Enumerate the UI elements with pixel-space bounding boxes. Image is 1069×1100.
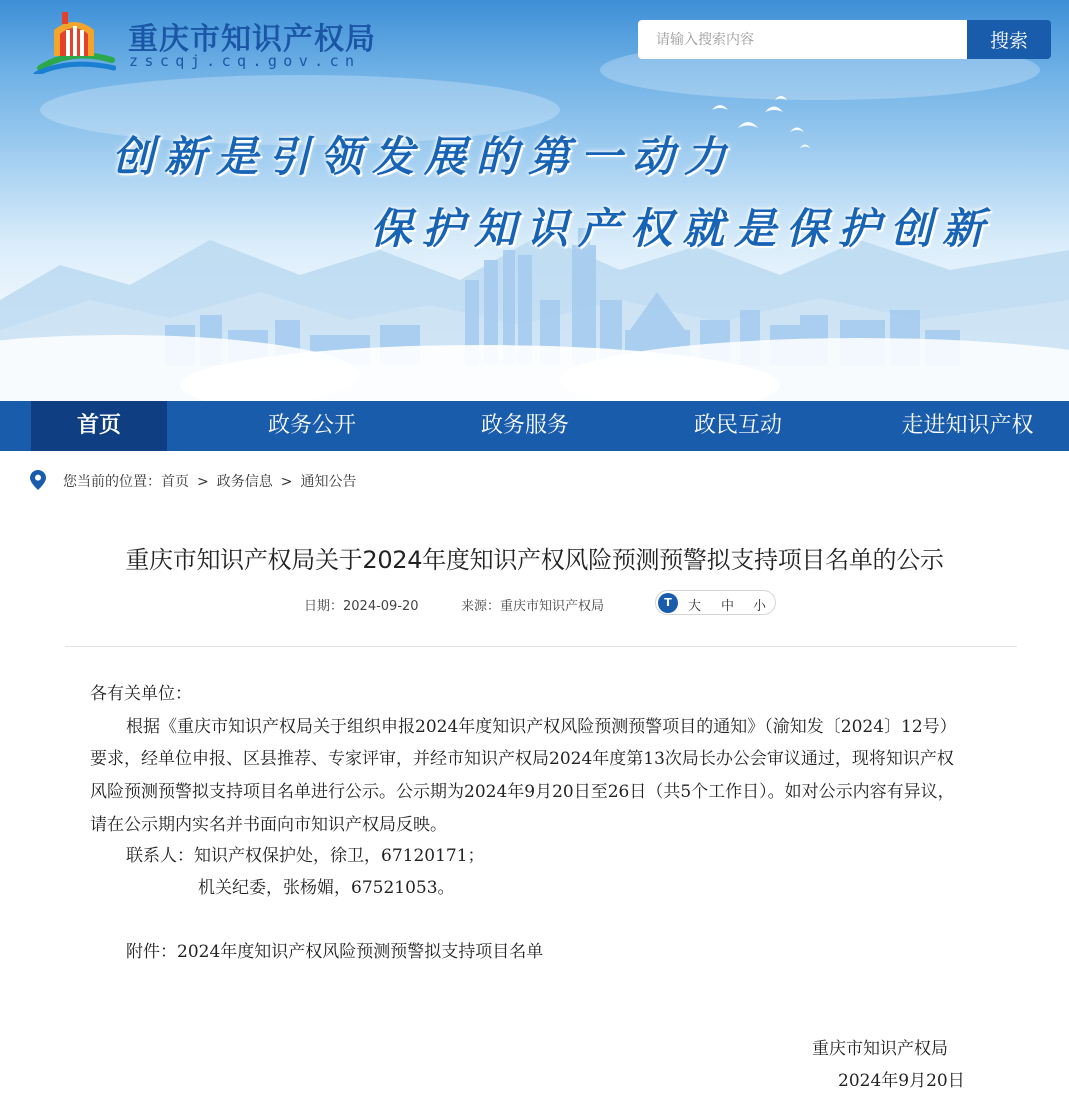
article-paragraph-line: 风险预测预警拟支持项目名单进行公示。公示期为2024年9月20日至26日（共5个工作日）。如对公示内容有异议， bbox=[90, 782, 955, 802]
breadcrumb-prefix: 您当前的位置： bbox=[63, 474, 161, 490]
nav-item-gov-affairs[interactable]: 政务公开 bbox=[267, 413, 356, 438]
font-size-medium-button[interactable]: 中 bbox=[721, 599, 735, 614]
font-size-small-button[interactable]: 小 bbox=[753, 599, 767, 614]
article-contact-2: 机关纪委，张杨媚，67521053。 bbox=[198, 878, 455, 898]
nav-item-home[interactable]: 首页 bbox=[31, 401, 167, 451]
nav-item-about-ip[interactable]: 走进知识产权 bbox=[901, 413, 1034, 438]
article-divider bbox=[65, 646, 1017, 647]
font-size-control bbox=[655, 590, 776, 615]
breadcrumb-home-link[interactable]: 首页 bbox=[161, 474, 189, 490]
breadcrumb-separator: > bbox=[280, 474, 293, 490]
article-paragraph-line: 请在公示期内实名并书面向市知识产权局反映。 bbox=[90, 815, 447, 835]
breadcrumb-gov-info-link[interactable]: 政务信息 bbox=[216, 474, 273, 490]
breadcrumb-notice-link[interactable]: 通知公告 bbox=[300, 474, 357, 490]
article-title: 重庆市知识产权局关于2024年度知识产权风险预测预警拟支持项目名单的公示 bbox=[125, 546, 944, 574]
font-size-icon: T bbox=[658, 593, 678, 613]
article-attachment-link[interactable]: 附件：2024年度知识产权风险预测预警拟支持项目名单 bbox=[126, 942, 544, 962]
article-paragraph-line: 根据《重庆市知识产权局关于组织申报2024年度知识产权风险预测预警项目的通知》（渝知发〔2024〕12号） bbox=[126, 717, 957, 737]
logo-emblem-icon bbox=[32, 8, 116, 74]
article-signature-date: 2024年9月20日 bbox=[838, 1071, 965, 1091]
article-paragraph-line: 要求，经单位申报、区县推荐、专家评审，并经市知识产权局2024年度第13次局长办公会审议通过，现将知识产权 bbox=[90, 749, 954, 769]
nav-item-gov-services[interactable]: 政务服务 bbox=[480, 413, 569, 438]
header-banner bbox=[0, 0, 1069, 401]
article-salutation: 各有关单位： bbox=[90, 684, 192, 704]
search-input[interactable] bbox=[638, 20, 968, 59]
article-source: 来源：重庆市知识产权局 bbox=[461, 599, 605, 614]
main-nav bbox=[0, 401, 1069, 451]
breadcrumb-separator: > bbox=[197, 474, 209, 490]
article-signature-org: 重庆市知识产权局 bbox=[812, 1039, 948, 1059]
site-name: 重庆市知识产权局 bbox=[128, 22, 376, 57]
site-domain: zscqj.cq.gov.cn bbox=[129, 52, 361, 70]
nav-item-interaction[interactable]: 政民互动 bbox=[693, 413, 782, 438]
slogan-line2: 保护知识产权就是保护创新 bbox=[370, 204, 995, 253]
article-contact-1: 联系人：知识产权保护处，徐卫，67120171； bbox=[126, 846, 485, 866]
slogan-line1: 创新是引领发展的第一动力 bbox=[112, 132, 737, 181]
location-pin-icon bbox=[30, 470, 46, 490]
article-date: 日期：2024-09-20 bbox=[304, 599, 419, 614]
font-size-large-button[interactable]: 大 bbox=[688, 599, 702, 614]
search-button[interactable]: 搜索 bbox=[967, 20, 1051, 59]
